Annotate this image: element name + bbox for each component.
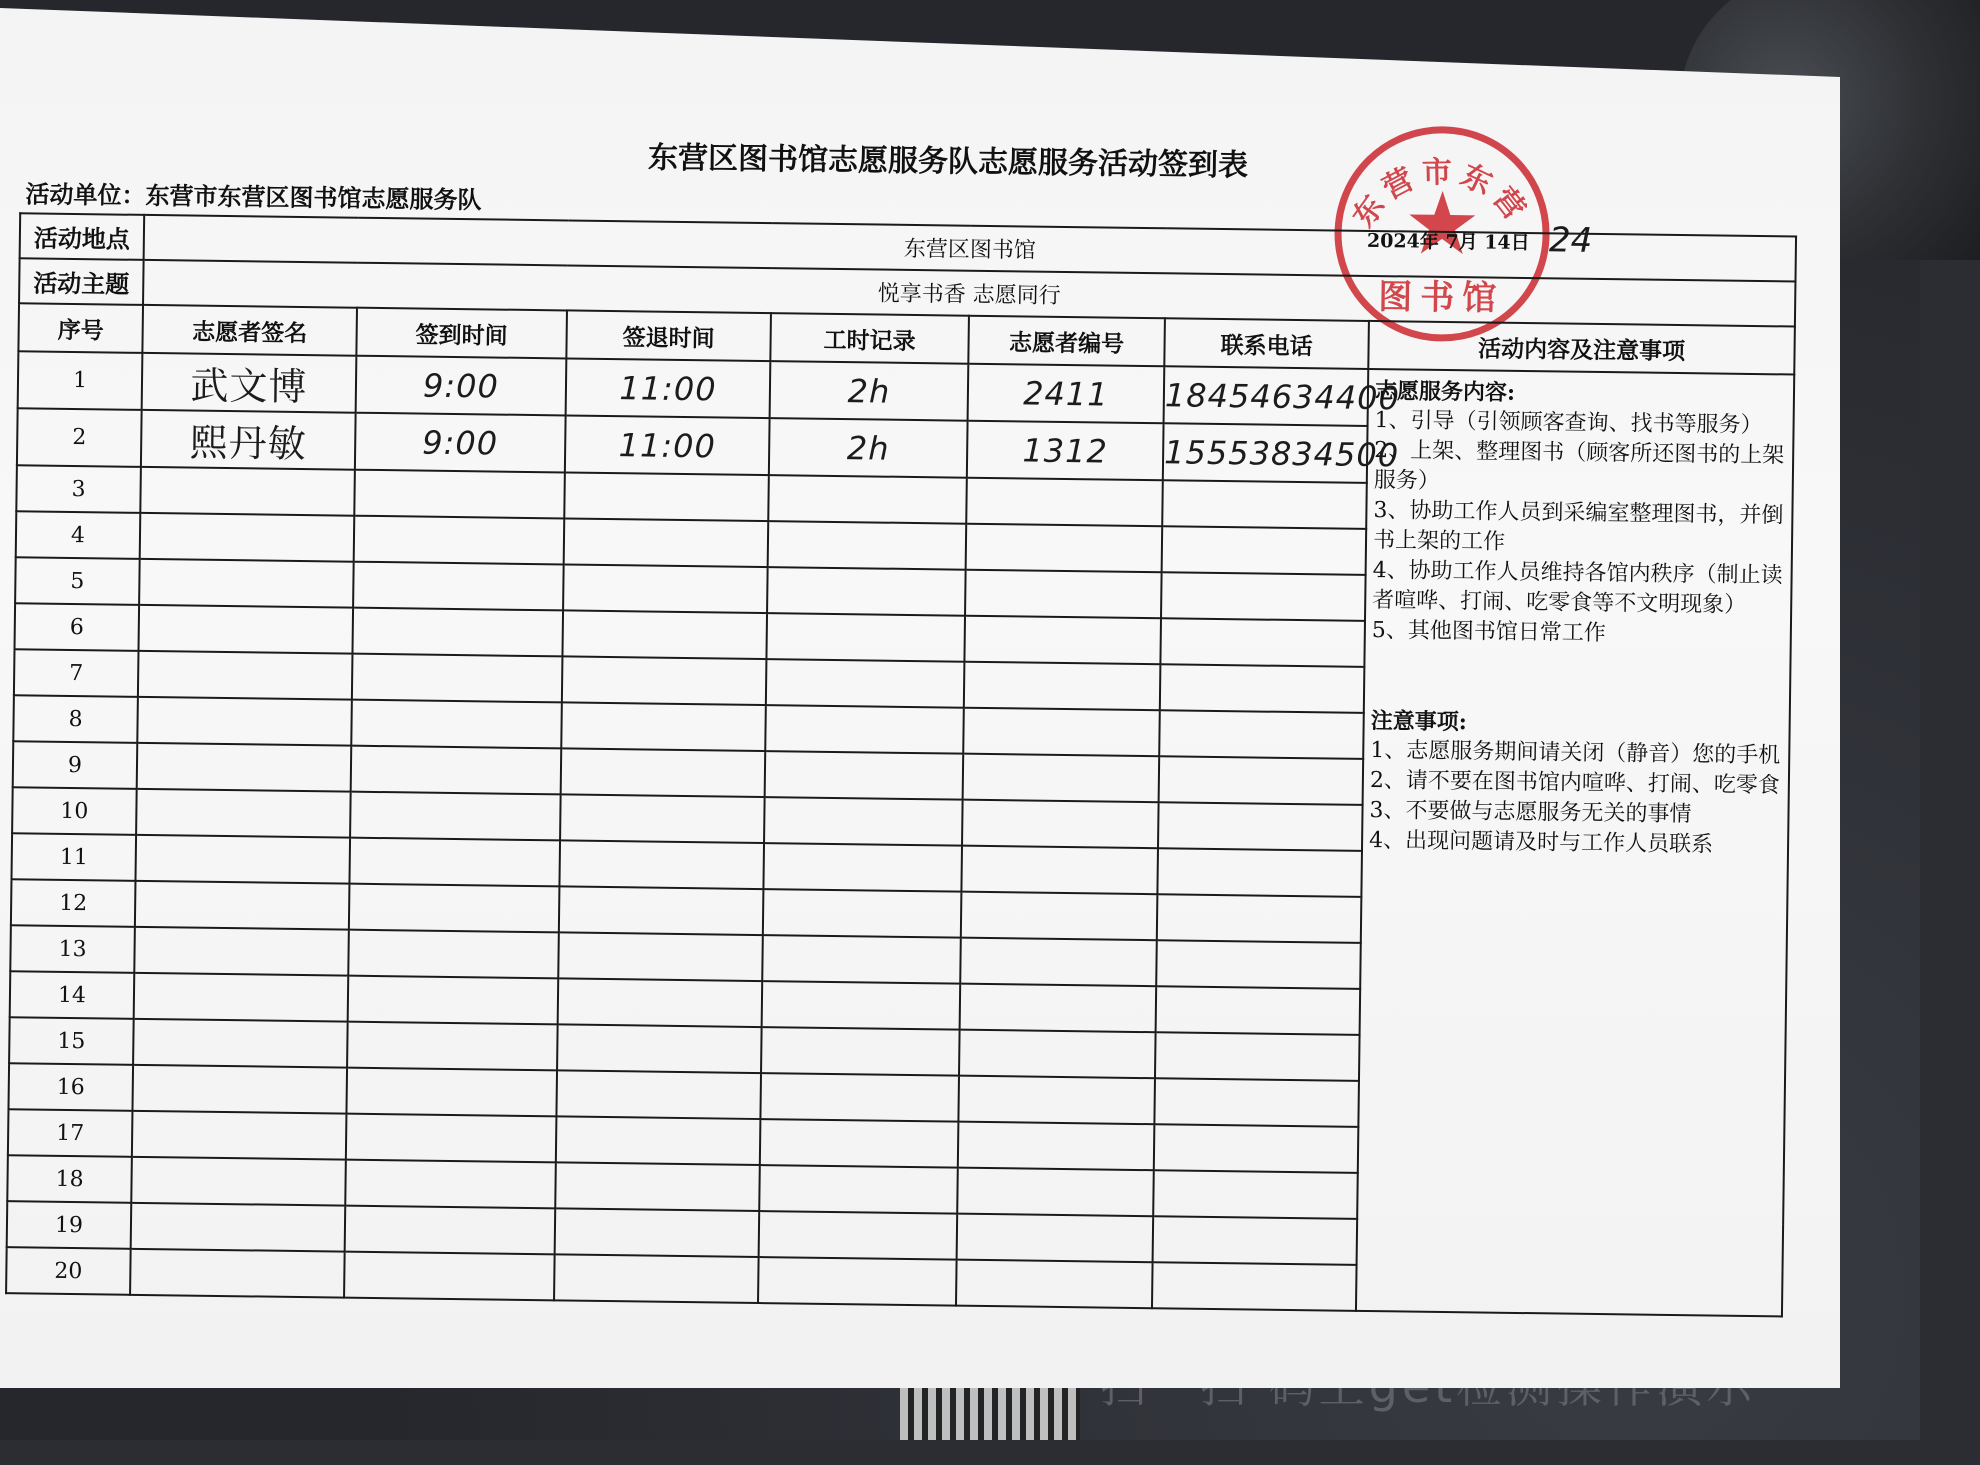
hours-record — [759, 1211, 958, 1260]
volunteer-signature — [132, 1065, 347, 1114]
check-out-time — [561, 702, 766, 751]
volunteer-signature — [138, 605, 353, 654]
hours-record — [761, 1027, 960, 1076]
hours-record — [770, 361, 969, 421]
volunteer-signature — [138, 651, 353, 700]
volunteer-id — [964, 616, 1161, 665]
col-header-notes: 活动内容及注意事项 — [1368, 321, 1795, 375]
row-number: 20 — [6, 1247, 131, 1295]
row-number: 10 — [12, 787, 137, 835]
check-out-time — [557, 1024, 762, 1073]
volunteer-id — [961, 846, 1158, 895]
volunteer-signature — [135, 881, 350, 930]
volunteer-id — [959, 1030, 1156, 1079]
organizer — [25, 174, 481, 215]
volunteer-signature — [137, 743, 352, 792]
volunteer-id — [958, 1122, 1155, 1171]
hours-record — [768, 475, 967, 524]
volunteer-id — [963, 754, 1160, 803]
check-out-time — [566, 358, 771, 418]
organizer-label: 活动单位： — [25, 179, 146, 210]
hours-record — [762, 935, 961, 984]
volunteer-id-text: 2411 — [1022, 373, 1109, 414]
volunteer-signature-text: 熙丹敏 — [189, 420, 308, 467]
check-out-time — [562, 610, 767, 659]
phone-number — [1157, 894, 1362, 943]
notes-spacer — [1371, 646, 1784, 711]
hours-record — [760, 1119, 959, 1168]
check-out-time-text: 11:00 — [618, 425, 717, 465]
check-out-time-text: 11:00 — [619, 368, 717, 408]
check-in-time — [351, 700, 562, 749]
volunteer-id — [966, 478, 1163, 527]
volunteer-id — [958, 1076, 1155, 1125]
row-number: 19 — [7, 1201, 132, 1249]
check-in-time — [356, 356, 567, 416]
row-number: 8 — [13, 695, 138, 743]
row-number: 7 — [14, 649, 139, 697]
row-number: 17 — [8, 1109, 133, 1157]
check-in-time — [345, 1160, 556, 1209]
hours-record — [766, 659, 965, 708]
hours-record — [768, 521, 967, 570]
phone-number — [1160, 618, 1365, 667]
col-header-check-in: 签到时间 — [356, 308, 567, 359]
phone-number — [1159, 710, 1364, 759]
phone-number — [1156, 940, 1361, 989]
phone-number — [1161, 572, 1366, 621]
row-number: 9 — [13, 741, 138, 789]
volunteer-signature — [136, 789, 351, 838]
hours-record — [763, 843, 962, 892]
form-title: 东营区图书馆志愿服务队志愿服务活动签到表 — [647, 140, 1249, 184]
row-number: 6 — [15, 603, 140, 651]
service-item: 5、其他图书馆日常工作 — [1371, 618, 1607, 647]
volunteer-signature — [134, 927, 349, 976]
row-number: 18 — [7, 1155, 132, 1203]
phone-number — [1157, 848, 1362, 897]
volunteer-id — [963, 708, 1160, 757]
caution-heading: 注意事项: — [1370, 708, 1467, 736]
check-in-time-text: 9:00 — [422, 423, 499, 463]
check-in-time — [354, 470, 565, 519]
volunteer-id-text: 1312 — [1022, 430, 1109, 471]
volunteer-id — [961, 892, 1158, 941]
caution-item: 1、志愿服务期间请关闭（静音）您的手机 — [1370, 738, 1781, 769]
check-out-time — [565, 415, 770, 475]
check-out-time — [559, 840, 764, 889]
row-number: 11 — [11, 833, 136, 881]
volunteer-signature — [135, 835, 350, 884]
phone-number — [1164, 366, 1401, 426]
row-number: 15 — [9, 1017, 134, 1065]
phone-number — [1162, 526, 1367, 575]
check-out-time — [554, 1254, 759, 1303]
svg-text:图书馆: 图书馆 — [1377, 277, 1505, 319]
check-in-time — [352, 654, 563, 703]
phone-number-text: 18454634400 — [1164, 375, 1401, 417]
check-out-time — [560, 794, 765, 843]
volunteer-signature — [140, 513, 355, 562]
service-item: 3、协助工作人员到采编室整理图书，并倒书上架的工作 — [1372, 498, 1784, 555]
check-out-time — [559, 886, 764, 935]
col-header-volunteer-id: 志愿者编号 — [968, 316, 1165, 367]
phone-number-text: 15553834500 — [1163, 432, 1400, 474]
volunteer-id — [956, 1260, 1153, 1309]
volunteer-signature — [134, 973, 349, 1022]
hours-record — [758, 1257, 957, 1306]
caution-item: 2、请不要在图书馆内喧哗、打闹、吃零食 — [1369, 767, 1781, 799]
location-label: 活动地点 — [20, 213, 145, 260]
caution-item: 3、不要做与志愿服务无关的事情 — [1369, 797, 1692, 828]
volunteer-id — [960, 938, 1157, 987]
location-value: 东营区图书馆 — [144, 215, 1796, 282]
volunteer-signature — [133, 1019, 348, 1068]
row-number: 12 — [11, 879, 136, 927]
volunteer-id — [965, 570, 1162, 619]
phone-number — [1154, 1124, 1359, 1173]
organizer-name: 东营市东营区图书馆志愿服务队 — [145, 180, 482, 215]
volunteer-id — [964, 662, 1161, 711]
hours-record — [763, 889, 962, 938]
check-out-time — [564, 518, 769, 567]
volunteer-id — [967, 421, 1164, 481]
check-in-time — [352, 608, 563, 657]
volunteer-id — [962, 800, 1159, 849]
hours-record — [765, 751, 964, 800]
check-out-time — [564, 472, 769, 521]
volunteer-signature — [137, 697, 352, 746]
check-in-time — [344, 1252, 555, 1301]
sign-in-table — [5, 212, 1797, 1317]
check-in-time — [349, 838, 560, 887]
phone-number — [1163, 423, 1400, 483]
check-in-time — [346, 1114, 557, 1163]
volunteer-id — [966, 524, 1163, 573]
check-out-time — [556, 1116, 761, 1165]
volunteer-signature — [131, 1157, 346, 1206]
service-heading: 志愿服务内容: — [1374, 378, 1516, 406]
check-out-time — [555, 1162, 760, 1211]
phone-number — [1162, 480, 1367, 529]
check-in-time-text: 9:00 — [422, 366, 500, 406]
check-out-time — [563, 564, 768, 613]
check-out-time — [555, 1208, 760, 1257]
check-in-time — [345, 1206, 556, 1255]
hours-record — [764, 797, 963, 846]
date-handwritten: 24 — [1548, 220, 1593, 261]
check-out-time — [561, 748, 766, 797]
row-number: 5 — [15, 557, 140, 605]
service-item: 1、引导（引领顾客查询、找书等服务） — [1374, 408, 1763, 439]
col-header-no: 序号 — [18, 303, 143, 353]
phone-number — [1158, 802, 1363, 851]
phone-number — [1153, 1170, 1358, 1219]
col-header-phone: 联系电话 — [1164, 318, 1369, 369]
phone-number — [1153, 1216, 1358, 1265]
volunteer-signature — [140, 467, 355, 516]
date: 2024年 7月 14日 — [1366, 229, 1530, 255]
check-in-time — [351, 746, 562, 795]
phone-number — [1152, 1262, 1357, 1311]
row-number: 4 — [16, 511, 141, 559]
check-in-time — [350, 792, 561, 841]
volunteer-id — [957, 1214, 1154, 1263]
check-in-time — [347, 1022, 558, 1071]
phone-number — [1156, 986, 1361, 1035]
check-in-time — [353, 562, 564, 611]
service-item: 2、上架、整理图书（顾客所还图书的上架服务） — [1373, 438, 1785, 494]
check-in-time — [354, 516, 565, 565]
hours-record — [766, 613, 965, 662]
phone-number — [1159, 756, 1364, 805]
hours-record — [760, 1073, 959, 1122]
theme-label: 活动主题 — [19, 258, 144, 305]
volunteer-signature — [141, 410, 356, 470]
col-header-hours: 工时记录 — [770, 313, 969, 364]
volunteer-id — [968, 364, 1165, 424]
volunteer-signature — [142, 353, 357, 413]
volunteer-id — [957, 1168, 1154, 1217]
service-item: 4、协助工作人员维持各馆内秩序（制止读者喧哗、打闹、吃零食等不文明现象） — [1372, 558, 1783, 618]
check-out-time — [558, 932, 763, 981]
row-number: 16 — [8, 1063, 133, 1111]
phone-number — [1154, 1078, 1359, 1127]
col-header-check-out: 签退时间 — [566, 310, 771, 361]
hours-record — [769, 418, 968, 478]
hours-record — [762, 981, 961, 1030]
hours-record-text: 2h — [847, 371, 891, 411]
check-in-time — [355, 413, 566, 473]
row-number: 1 — [18, 351, 143, 410]
row-number: 14 — [10, 971, 135, 1019]
phone-number — [1160, 664, 1365, 713]
check-in-time — [346, 1068, 557, 1117]
activity-notes — [1356, 369, 1794, 1316]
hours-record-text: 2h — [846, 428, 890, 468]
row-number: 13 — [10, 925, 135, 973]
svg-text:东营市东营: 东营市东营 — [1346, 154, 1536, 234]
volunteer-signature — [139, 559, 354, 608]
col-header-signature: 志愿者签名 — [142, 305, 357, 356]
volunteer-signature — [131, 1203, 346, 1252]
hours-record — [759, 1165, 958, 1214]
row-number: 2 — [17, 408, 142, 467]
check-out-time — [556, 1070, 761, 1119]
hours-record — [765, 705, 964, 754]
row-number: 3 — [16, 465, 141, 513]
check-out-time — [562, 656, 767, 705]
hours-record — [767, 567, 966, 616]
check-in-time — [348, 930, 559, 979]
volunteer-id — [960, 984, 1157, 1033]
volunteer-signature — [130, 1249, 345, 1298]
volunteer-signature-text: 武文博 — [190, 363, 308, 410]
phone-number — [1155, 1032, 1360, 1081]
theme-value: 悦享书香 志愿同行 — [143, 260, 1795, 327]
check-out-time — [558, 978, 763, 1027]
volunteer-signature — [132, 1111, 347, 1160]
check-in-time — [349, 884, 560, 933]
caution-item: 4、出现问题请及时与工作人员联系 — [1368, 827, 1714, 858]
check-in-time — [348, 976, 559, 1025]
